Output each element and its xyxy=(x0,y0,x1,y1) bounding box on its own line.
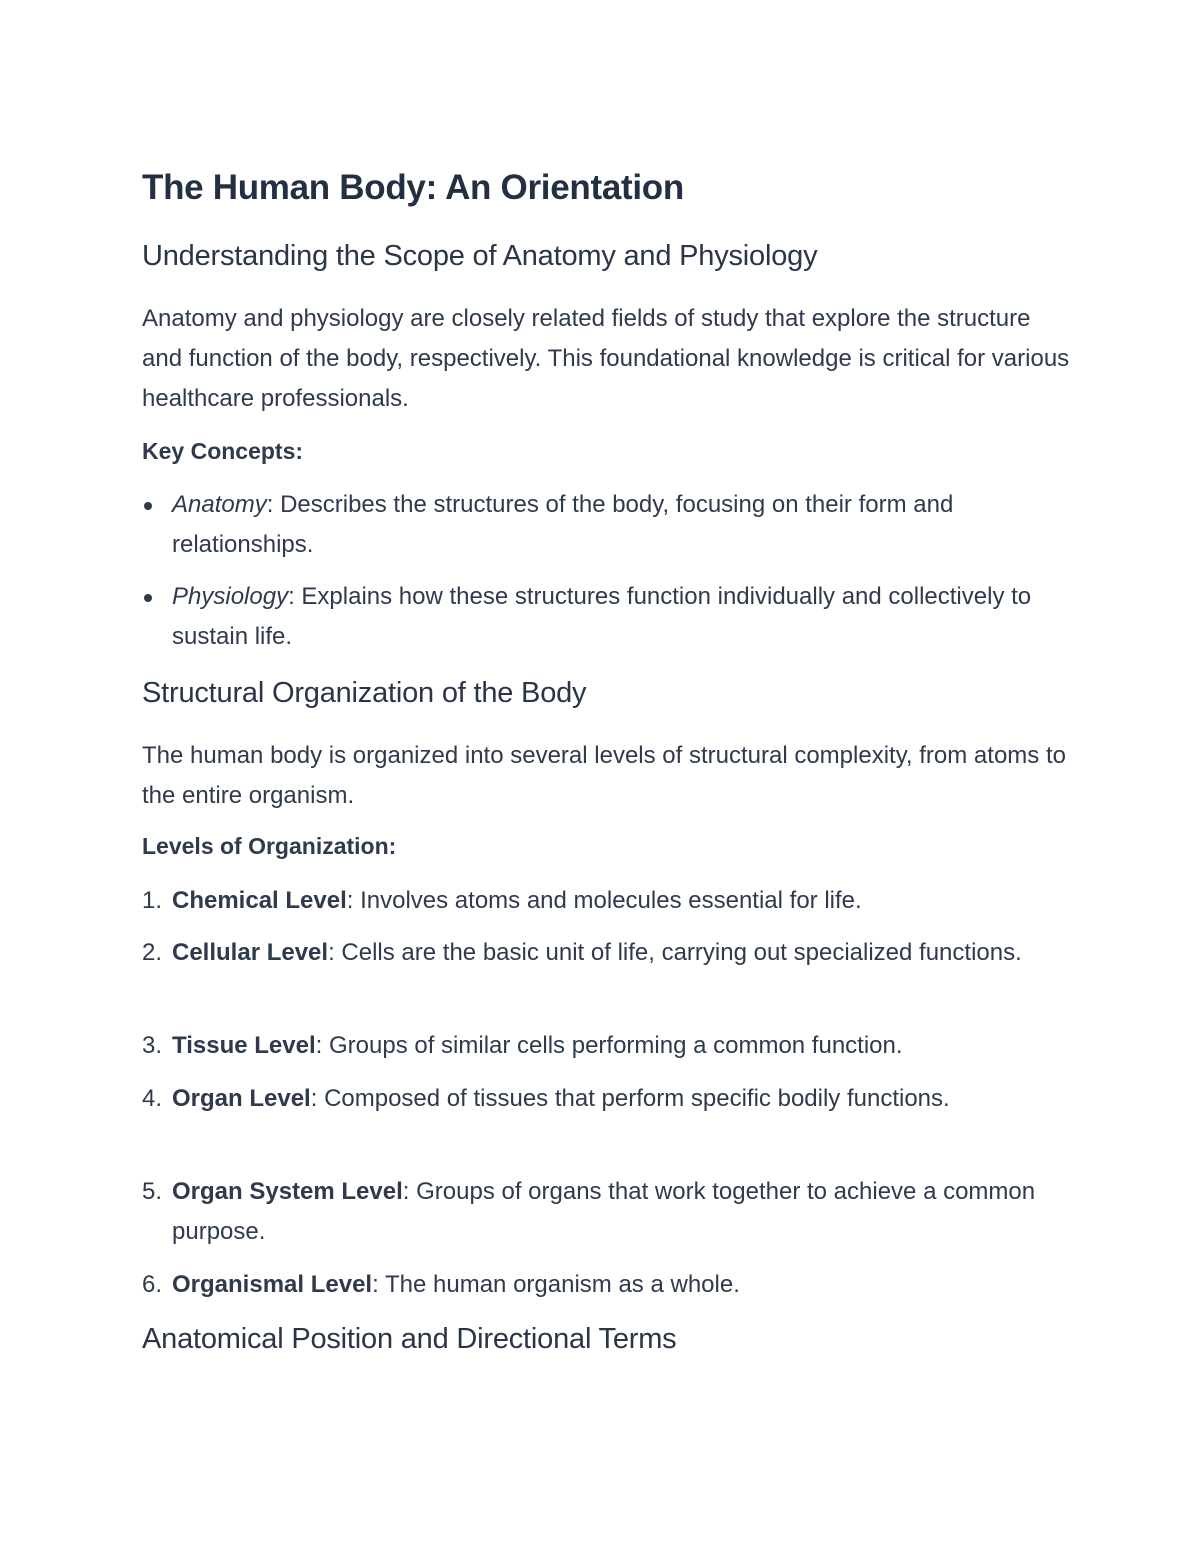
section-heading-structural-organization: Structural Organization of the Body xyxy=(142,677,587,709)
term-separator: : xyxy=(310,1085,325,1112)
term-tissue-level: Tissue Level xyxy=(172,1032,316,1059)
term-separator: : xyxy=(315,1032,329,1059)
list-number: 3. xyxy=(142,1032,163,1059)
definition-organ-system-level: Groups of organs that work together to achieve a common purpose. xyxy=(172,1178,1036,1245)
list-number: 4. xyxy=(142,1085,163,1112)
term-separator: : xyxy=(266,491,281,518)
definition-physiology: Explains how these structures function individually and collectively to sustain life. xyxy=(172,583,1032,650)
bullet-marker xyxy=(144,502,152,510)
level-item-organismal xyxy=(142,1265,1072,1305)
level-item-chemical xyxy=(142,881,1072,921)
term-cellular-level: Cellular Level xyxy=(172,939,329,966)
term-physiology: Physiology xyxy=(172,583,289,610)
bullet-marker xyxy=(144,594,152,602)
definition-cellular-level: Cells are the basic unit of life, carrying out specialized functions. xyxy=(341,939,1022,966)
term-chemical-level: Chemical Level xyxy=(172,887,347,914)
list-number: 5. xyxy=(142,1178,163,1205)
definition-tissue-level: Groups of similar cells performing a common function. xyxy=(328,1032,903,1059)
definition-anatomy: Describes the structures of the body, focusing on their form and relationships. xyxy=(172,491,954,558)
level-item-organ xyxy=(142,1079,1072,1119)
section-heading-anatomical-position: Anatomical Position and Directional Terms xyxy=(142,1323,677,1355)
list-item-anatomy xyxy=(172,485,1072,565)
term-organismal-level: Organismal Level xyxy=(172,1271,373,1298)
section-paragraph-scope: Anatomy and physiology are closely related fields of study that explore the structure and function of the body, respectively. This foundational knowledge is critical for various healthcare professionals. xyxy=(142,305,1070,412)
definition-chemical-level: Involves atoms and molecules essential for life. xyxy=(360,887,862,914)
list-number: 1. xyxy=(142,887,163,914)
list-number: 2. xyxy=(142,939,163,966)
level-item-cellular xyxy=(142,933,1072,973)
key-concepts-label: Key Concepts: xyxy=(142,438,304,464)
term-separator: : xyxy=(288,583,302,610)
term-separator: : xyxy=(402,1178,417,1205)
level-item-organ-system xyxy=(142,1172,1072,1252)
section-paragraph-structural-organization: The human body is organized into several levels of structural complexity, from atoms to the entire organism. xyxy=(142,742,1066,809)
term-separator: : xyxy=(346,887,361,914)
list-number: 6. xyxy=(142,1271,163,1298)
levels-of-organization-label: Levels of Organization: xyxy=(142,833,397,859)
definition-organ-level: Composed of tissues that perform specific bodily functions. xyxy=(324,1085,950,1112)
definition-organismal-level: The human organism as a whole. xyxy=(385,1271,740,1298)
term-organ-level: Organ Level xyxy=(172,1085,311,1112)
term-anatomy: Anatomy xyxy=(172,491,267,518)
section-heading-scope: Understanding the Scope of Anatomy and Physiology xyxy=(142,240,818,272)
level-item-tissue xyxy=(142,1026,1072,1066)
term-organ-system-level: Organ System Level xyxy=(172,1178,403,1205)
document-title: The Human Body: An Orientation xyxy=(142,168,684,207)
term-separator: : xyxy=(372,1271,385,1298)
term-separator: : xyxy=(328,939,342,966)
list-item-physiology xyxy=(172,577,1072,657)
